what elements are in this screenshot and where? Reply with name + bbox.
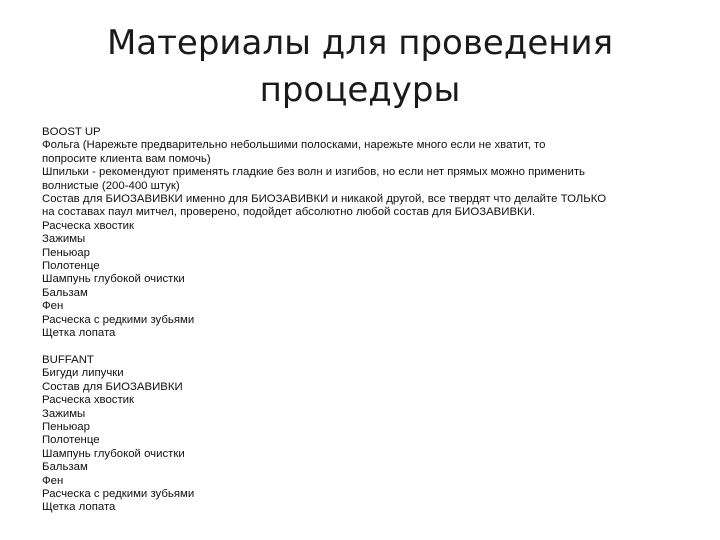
list-item: Полотенце — [42, 434, 100, 447]
list-item: Пеньюар — [42, 420, 90, 433]
list-item: Щетка лопата — [42, 327, 116, 340]
list-item: Расческа с редкими зубьями — [42, 487, 195, 500]
list-item: Зажимы — [42, 407, 86, 420]
list-item: Шпильки - рекомендуют применять гладкие без волн и изгибов, но если нет прямых можно применить — [42, 166, 585, 179]
list-item: Расческа с редкими зубьями — [42, 313, 195, 326]
slide-title — [60, 20, 660, 114]
buffant-section — [42, 354, 682, 515]
list-item: Щетка лопата — [42, 501, 116, 514]
list-item: Расческа хвостик — [42, 219, 135, 232]
list-item: Расческа хвостик — [42, 394, 135, 407]
list-item: Фен — [42, 300, 64, 313]
list-item: Бальзам — [42, 461, 88, 474]
boost-up-heading: BOOST UP — [42, 126, 101, 138]
section-spacer — [42, 341, 682, 354]
list-item: на составах паул митчел, проверено, подойдет абсолютно любой состав для БИОЗАВИВКИ. — [42, 206, 536, 219]
list-item: Шампунь глубокой очистки — [42, 447, 185, 460]
buffant-heading: BUFFANT — [42, 353, 94, 366]
list-item: Состав для БИОЗАВИВКИ именно для БИОЗАВИВКИ и никакой другой, все твердят что делайте ТОЛЬКО — [42, 193, 607, 206]
slide-title-line: Материалы для проведения — [106, 23, 614, 63]
list-item: Пеньюар — [42, 246, 90, 259]
list-item: попросите клиента вам помочь) — [42, 152, 211, 165]
slide-title-line: процедуры — [259, 70, 461, 110]
list-item: Бальзам — [42, 286, 88, 299]
list-item: Состав для БИОЗАВИВКИ — [42, 380, 183, 393]
list-item: Зажимы — [42, 233, 86, 246]
list-item: волнистые (200-400 штук) — [42, 179, 180, 192]
list-item: Шампунь глубокой очистки — [42, 273, 185, 286]
list-item: Фен — [42, 474, 64, 487]
slide-body — [42, 126, 682, 515]
boost-up-section — [42, 126, 682, 341]
list-item: Бигуди липучки — [42, 367, 124, 380]
list-item: Полотенце — [42, 260, 100, 273]
list-item: Фольга (Нарежьте предварительно небольшими полосками, нарежьте много если не хватит, то — [42, 139, 546, 152]
